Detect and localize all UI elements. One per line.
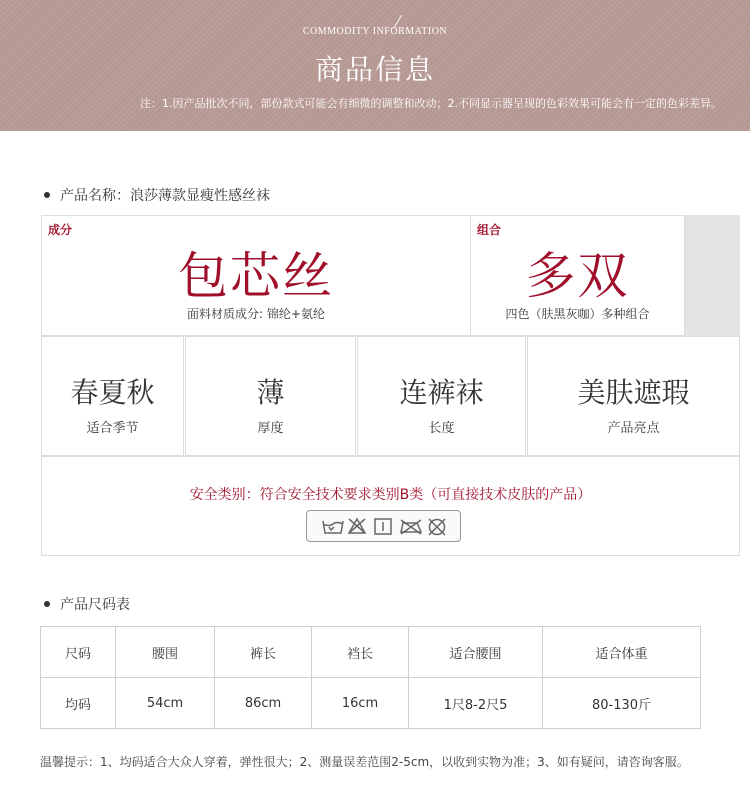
table-cell: 80-130斤	[543, 678, 701, 729]
table-header-cell: 裆长	[312, 627, 409, 678]
feature-title: 薄	[256, 376, 285, 409]
hand-wash-icon	[323, 521, 343, 533]
table-row	[41, 678, 701, 729]
feature-title: 连裤袜	[399, 376, 484, 409]
table-cell: 均码	[41, 678, 116, 729]
table-cell: 16cm	[312, 678, 409, 729]
table-header-cell: 适合体重	[543, 627, 701, 678]
composition-tag: 成分	[48, 223, 73, 237]
size-table	[40, 626, 701, 729]
feature-label: 产品亮点	[607, 421, 660, 436]
safety-text: 安全类别：符合安全技术要求类别B类（可直接技术皮肤的产品）	[189, 487, 592, 503]
table-header-cell: 裤长	[215, 627, 312, 678]
feature-highlight	[527, 336, 740, 456]
size-heading: 产品尺码表	[60, 597, 130, 613]
feature-title: 春夏秋	[70, 376, 155, 409]
size-heading-row	[44, 594, 130, 614]
header-banner	[0, 0, 750, 131]
combo-cell	[470, 215, 685, 336]
composition-value: 包芯丝	[178, 247, 334, 305]
product-name: 产品名称：浪莎薄款显瘦性感丝袜	[60, 188, 270, 204]
bullet-icon	[44, 192, 50, 198]
feature-label: 适合季节	[86, 421, 139, 436]
combo-value: 多双	[525, 247, 630, 305]
header-note: 注：1.因产品批次不同，部份款式可能会有细微的调整和改动；2.不同显示器呈现的色彩效果可能会有一定的色彩差异。	[140, 97, 722, 110]
combo-detail: 四色（肤黑灰咖）多种组合	[505, 307, 650, 321]
no-iron-icon	[401, 520, 421, 534]
header-title-en: COMMODITY INFORMATION	[302, 26, 448, 37]
table-header-cell: 腰围	[116, 627, 215, 678]
care-icons-panel	[306, 510, 461, 542]
no-tumble-dry-icon	[375, 519, 391, 534]
no-bleach-icon	[349, 519, 365, 533]
feature-length	[357, 336, 526, 456]
table-header-row	[41, 627, 701, 678]
bullet-icon	[44, 601, 50, 607]
table-header-cell: 尺码	[41, 627, 116, 678]
table-cell: 54cm	[116, 678, 215, 729]
composition-cell	[41, 215, 471, 336]
tips-text: 温馨提示：1、均码适合大众人穿着，弹性很大；2、测量误差范围2-5cm，以收到实物为准；3、如有疑问，请咨询客服。	[40, 755, 689, 769]
header-title-cn: 商品信息	[314, 53, 435, 86]
product-name-row	[44, 185, 270, 205]
table-header-cell: 适合腰围	[409, 627, 543, 678]
feature-label: 长度	[428, 421, 455, 436]
gray-filler-block	[685, 215, 740, 336]
feature-title: 美肤遮瑕	[577, 376, 690, 409]
table-cell: 1尺8-2尺5	[409, 678, 543, 729]
no-dry-clean-icon	[429, 519, 445, 535]
composition-detail: 面料材质成分: 锦纶+氨纶	[187, 307, 325, 321]
feature-label: 厚度	[257, 421, 284, 436]
feature-thickness	[185, 336, 356, 456]
table-cell: 86cm	[215, 678, 312, 729]
combo-tag: 组合	[477, 223, 502, 237]
feature-season	[41, 336, 184, 456]
